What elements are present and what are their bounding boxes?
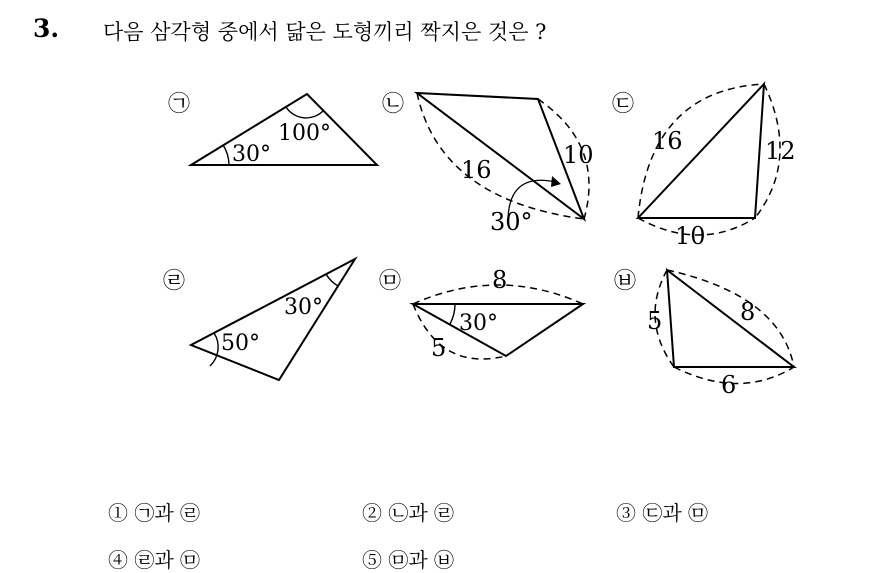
- option-3[interactable]: ③ ㉢과 ㉤: [616, 501, 709, 525]
- figure-5-label: ㉤: [379, 269, 402, 294]
- option-1[interactable]: ① ㉠과 ㉣: [108, 501, 201, 525]
- figure-1-arc-a: [223, 145, 229, 165]
- figure-3-side-a: 16: [652, 127, 683, 155]
- figure-5-side-b: 5: [431, 334, 447, 362]
- figure-2-side-a: 16: [461, 156, 492, 184]
- figure-6: [614, 269, 794, 399]
- figure-3-label: ㉢: [612, 92, 635, 117]
- figure-4-triangle: [191, 259, 355, 380]
- figure-2-angle: 30°: [490, 208, 533, 236]
- figure-5-side-a: 8: [492, 266, 508, 294]
- figure-1-label: ㉠: [168, 92, 191, 117]
- figure-2-label: ㉡: [382, 92, 405, 117]
- figure-1-angle-a: 30°: [232, 142, 271, 167]
- figure-3-side-b: 12: [765, 137, 796, 165]
- figure-1-arc-b: [286, 107, 323, 118]
- figure-6-label: ㉥: [614, 269, 637, 294]
- figure-2: [382, 92, 594, 236]
- option-4[interactable]: ④ ㉣과 ㉤: [108, 548, 201, 572]
- figure-4-angle-b: 50°: [221, 331, 260, 356]
- figure-1: [168, 92, 377, 167]
- figure-6-side-c: 6: [721, 371, 737, 399]
- figure-4: [163, 259, 355, 380]
- figure-4-angle-a: 30°: [284, 295, 323, 320]
- question-number: 3.: [33, 14, 60, 43]
- figure-3-side-c: 10: [675, 222, 706, 250]
- figure-4-arc-a: [210, 333, 218, 366]
- figure-1-angle-b: 100°: [278, 121, 331, 146]
- figure-6-side-b: 8: [740, 298, 756, 326]
- figure-4-arc-b: [326, 274, 338, 286]
- figure-2-triangle: [417, 93, 584, 219]
- figure-5-angle: 30°: [459, 311, 498, 336]
- figure-6-triangle: [667, 270, 794, 367]
- figure-5: [379, 266, 583, 362]
- figure-2-arrow-head: [551, 176, 561, 187]
- figure-2-side-b: 10: [563, 141, 594, 169]
- option-2[interactable]: ② ㉡과 ㉣: [362, 501, 455, 525]
- figure-6-side-a: 5: [647, 307, 663, 335]
- figure-4-label: ㉣: [163, 269, 186, 294]
- figure-3: [612, 84, 796, 250]
- figure-5-angle-arc: [450, 304, 455, 324]
- option-5[interactable]: ⑤ ㉤과 ㉥: [362, 548, 455, 572]
- question-text: 다음 삼각형 중에서 닮은 도형끼리 짝지은 것은 ?: [103, 20, 547, 44]
